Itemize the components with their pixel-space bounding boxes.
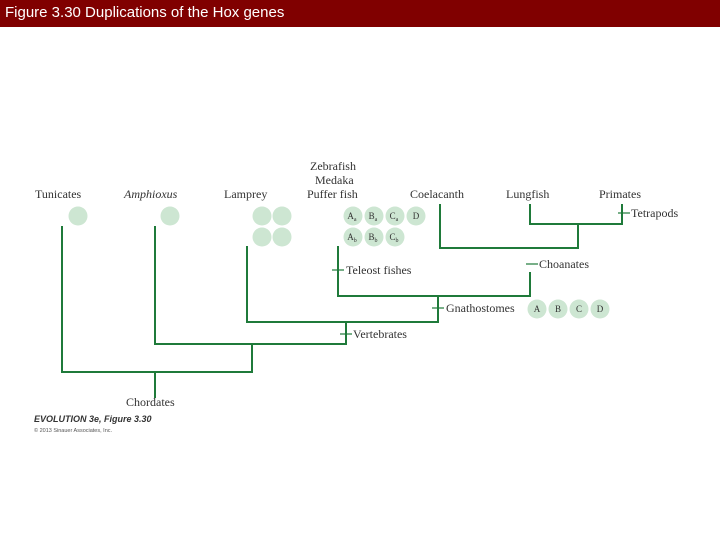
clade-gnathostomes: Gnathostomes	[446, 301, 515, 315]
taxon-puffer-fish: Puffer fish	[307, 187, 358, 201]
branch-lamprey-gnathostomes	[247, 246, 438, 322]
hox-label-gnathostome-B: B	[554, 304, 562, 314]
hox-label-teleost-D: D	[412, 211, 420, 221]
copyright-line: © 2013 Sinauer Associates, Inc.	[34, 428, 113, 434]
hox-cluster-lamprey-3	[253, 228, 272, 247]
hox-label-teleost-Cb: $C_b$	[389, 232, 399, 244]
branch-choanates	[440, 204, 578, 248]
taxon-amphioxus: Amphioxus	[124, 187, 178, 201]
clade-chordates: Chordates	[126, 395, 175, 409]
taxon-lungfish: Lungfish	[506, 187, 550, 201]
taxon-primates: Primates	[599, 187, 641, 201]
clade-tetrapods: Tetrapods	[631, 206, 679, 220]
taxon-tunicates: Tunicates	[35, 187, 82, 201]
hox-label-gnathostome-D: D	[596, 304, 604, 314]
hox-clusters-basal	[69, 207, 292, 247]
branch-chordates	[62, 226, 252, 372]
taxon-lamprey: Lamprey	[224, 187, 268, 201]
taxon-medaka: Medaka	[315, 173, 354, 187]
hox-cluster-lamprey-1	[253, 207, 272, 226]
branch-vertebrates	[155, 226, 346, 344]
hox-label-gnathostome-C: C	[575, 304, 583, 314]
slide-title: Figure 3.30 Duplications of the Hox genes	[5, 4, 285, 21]
hox-label-teleost-Bb: $B_b$	[368, 232, 378, 244]
clade-teleost-fishes: Teleost fishes	[346, 263, 412, 277]
clade-choanates: Choanates	[539, 257, 589, 271]
hox-label-teleost-Ca: $C_a$	[389, 211, 399, 223]
hox-label-teleost-Ba: $B_a$	[368, 211, 378, 223]
hox-cluster-amphioxus	[161, 207, 180, 226]
hox-cluster-tunicates	[69, 207, 88, 226]
hox-label-teleost-Ab: $A_b$	[347, 232, 357, 244]
taxon-coelacanth: Coelacanth	[410, 187, 464, 201]
hox-clusters-teleost	[344, 207, 426, 247]
hox-label-gnathostome-A: A	[533, 304, 541, 314]
hox-cluster-lamprey-2	[273, 207, 292, 226]
branch-lungfish-primates	[530, 204, 622, 224]
hox-clusters-gnathostomes	[528, 300, 610, 319]
figure-caption: EVOLUTION 3e, Figure 3.30	[34, 414, 152, 424]
hox-label-teleost-Aa: $A_a$	[347, 211, 357, 223]
taxon-zebrafish: Zebrafish	[310, 159, 356, 173]
hox-cluster-lamprey-4	[273, 228, 292, 247]
clade-vertebrates: Vertebrates	[353, 327, 407, 341]
